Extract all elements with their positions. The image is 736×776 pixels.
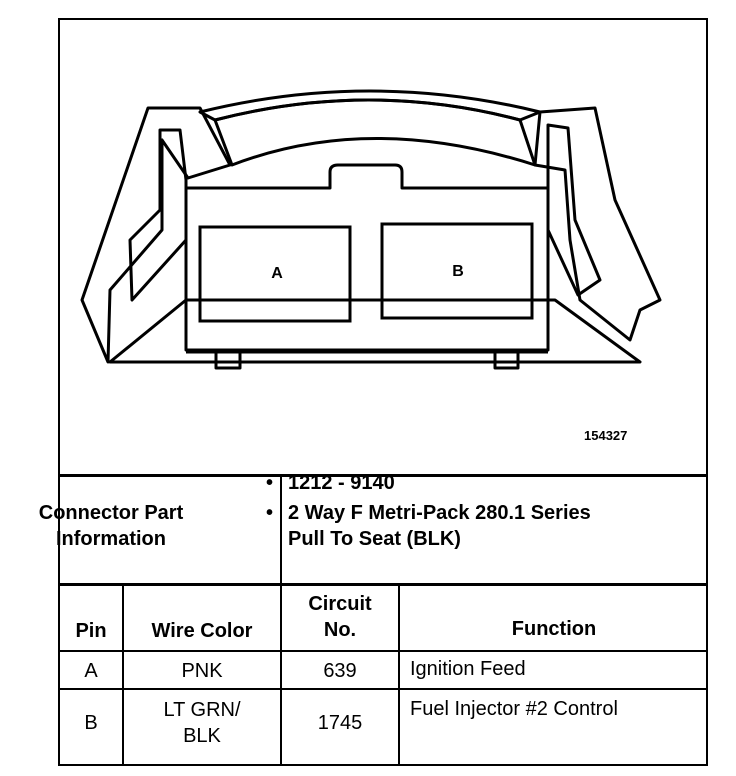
connector-left-strut	[130, 130, 186, 300]
header-top-line	[58, 583, 708, 586]
connector-right-wing	[535, 108, 660, 340]
row-b-pin: B	[84, 712, 98, 734]
row-a-circuit: 639	[323, 660, 357, 682]
header-bottom-line	[58, 650, 708, 652]
row-divider-line	[58, 688, 708, 690]
row-a-pin: A	[84, 660, 98, 682]
header-wire-color: Wire Color	[151, 620, 253, 642]
row-a-wire-color: PNK	[181, 660, 223, 682]
cavity-b-label: B	[452, 263, 464, 280]
row-b-function: Fuel Injector #2 Control	[410, 698, 618, 720]
row-a-function: Ignition Feed	[410, 658, 526, 680]
row-b-wire-color: LT GRN/ BLK	[163, 699, 241, 747]
row-b-circuit: 1745	[317, 712, 363, 734]
part-number: 1212 - 9140	[288, 472, 395, 494]
header-pin: Pin	[75, 620, 107, 642]
connector-latch-outer	[200, 91, 540, 120]
part-info-list	[266, 470, 608, 554]
connector-latch-inner	[215, 100, 535, 165]
part-description: 2 Way F Metri-Pack 280.1 Series Pull To Seat (BLK)	[288, 502, 591, 550]
figure-id: 154327	[584, 428, 628, 443]
part-description-item	[266, 500, 608, 552]
cavity-a-label: A	[271, 265, 283, 282]
bullet-dot: •	[266, 502, 274, 524]
col-circuit-divider	[398, 585, 400, 766]
header-circuit-no: Circuit No.	[308, 593, 372, 641]
part-number-item	[266, 470, 608, 496]
bullet-dot: •	[266, 472, 274, 494]
header-function: Function	[511, 618, 597, 640]
connector-part-info-title: Connector Part Information	[38, 502, 184, 550]
